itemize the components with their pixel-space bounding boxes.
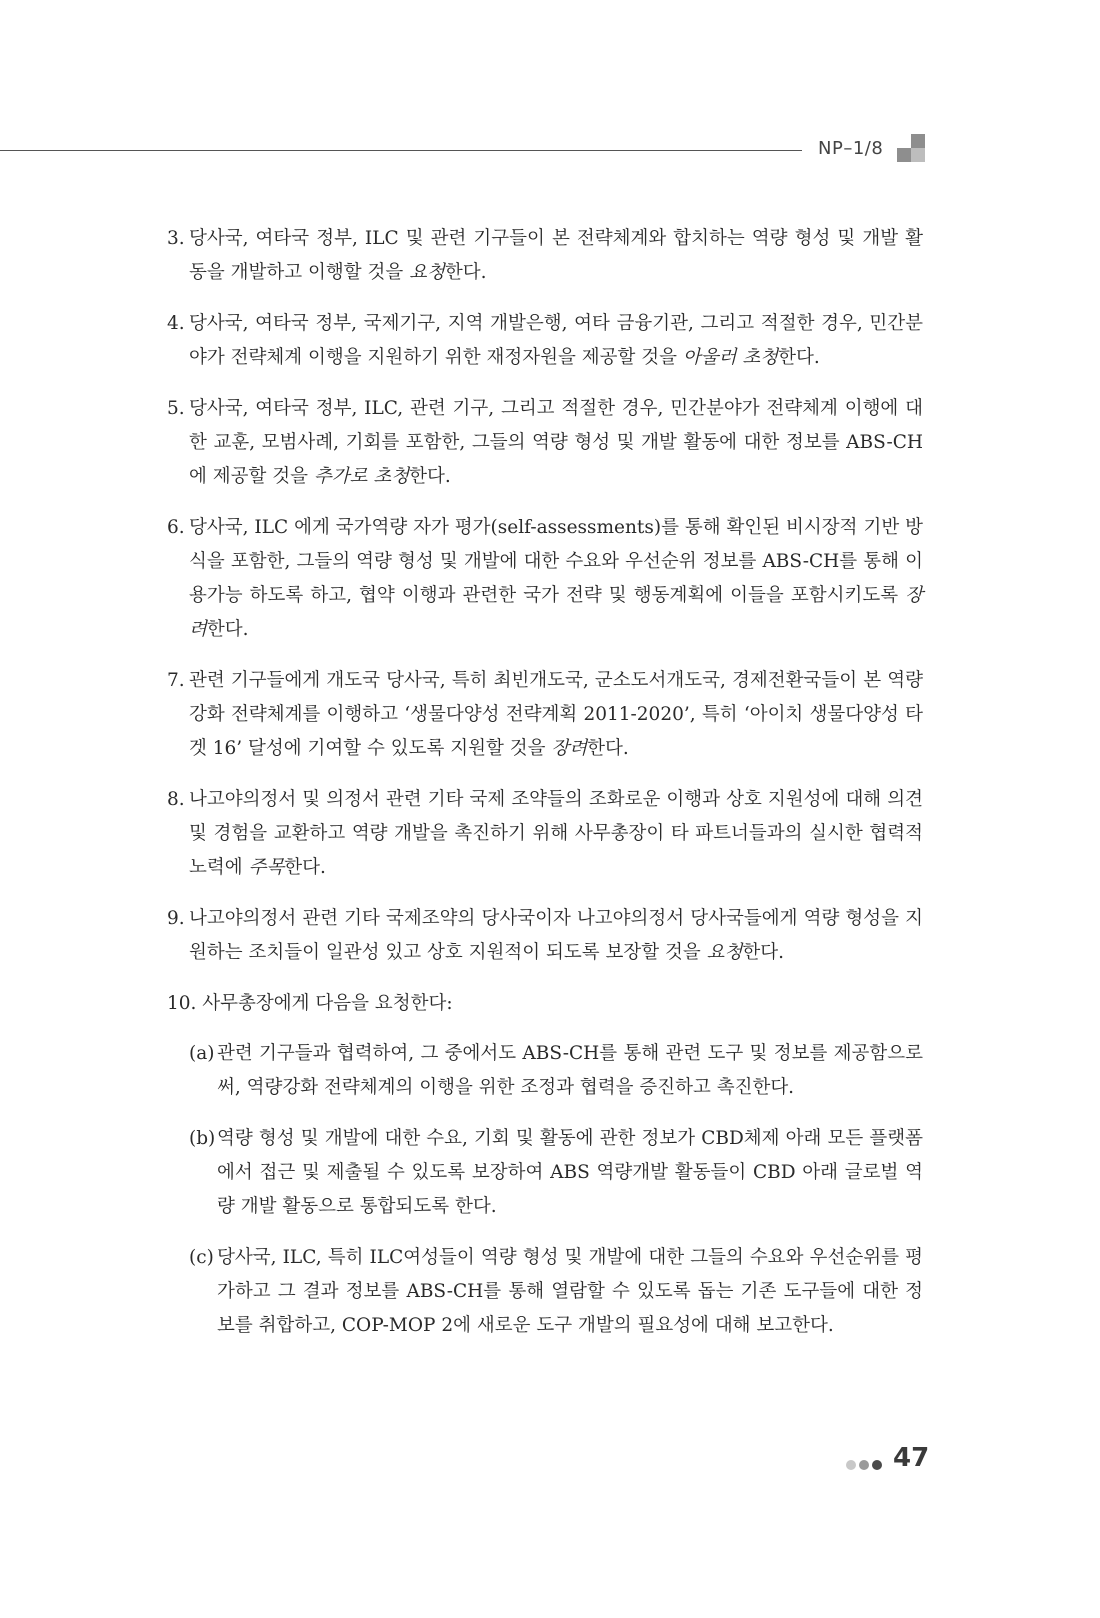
item-number: 6.: [167, 517, 185, 538]
item-text-end: 한다.: [742, 942, 784, 963]
item-text-end: 한다.: [284, 857, 326, 878]
item-text-end: 한다.: [587, 738, 629, 759]
item-text: 당사국, ILC 에게 국가역량 자가 평가(self-assessments)를 통해 확인된 비시장적 기반 방식을 포함한, 그들의 역량 형성 및 개발에 대한 수요와 우선순위 정보를 ABS-CH를 통해 이용가능 하도록 하고, 협약 이행과 관련한 국가 전략 및 행동계획에 이들을 포함시키도록: [189, 517, 923, 606]
list-item-10: 10. 사무총장에게 다음을 요청한다:: [167, 993, 453, 1014]
item-text: 나고야의정서 관련 기타 국제조약의 당사국이자 나고야의정서 당사국들에게 역량 형성을 지원하는 조치들이 일관성 있고 상호 지원적이 되도록 보장할 것을: [189, 908, 923, 963]
item-text-end: 한다.: [206, 619, 249, 640]
list-item-7: [167, 664, 923, 766]
list-item-3: [167, 222, 923, 290]
sub-item-label: (c): [189, 1247, 214, 1268]
sub-item-b: [167, 1122, 923, 1224]
item-text: 당사국, 여타국 정부, ILC 및 관련 기구들이 본 전략체계와 합치하는 역량 형성 및 개발 활동을 개발하고 이행할 것을: [189, 228, 923, 283]
sub-item-label: (b): [189, 1128, 216, 1149]
sub-item-text: 역량 형성 및 개발에 대한 수요, 기회 및 활동에 관한 정보가 CBD체제 아래 모든 플랫폼에서 접근 및 제출될 수 있도록 보장하여 ABS 역량개발 활동들이 CBD 아래 글로벌 역량 개발 활동으로 통합되도록 한다.: [217, 1128, 923, 1217]
item-emphasis: 요청: [706, 942, 743, 963]
sub-item-a: [167, 1037, 923, 1105]
item-emphasis: 장려: [551, 738, 588, 759]
header-document-code: NP–1/8: [818, 138, 884, 159]
item-text-end: 한다.: [444, 262, 487, 283]
item-text: 당사국, 여타국 정부, 국제기구, 지역 개발은행, 여타 금융기관, 그리고 적절한 경우, 민간분야가 전략체계 이행을 지원하기 위한 재정자원을 제공할 것을: [189, 313, 923, 368]
page-number: 47: [893, 1443, 930, 1473]
item-emphasis: 추가로 초청: [313, 466, 410, 487]
item-emphasis: 요청: [409, 262, 445, 283]
item-text: 나고야의정서 및 의정서 관련 기타 국제 조약들의 조화로운 이행과 상호 지원성에 대해 의견 및 경험을 교환하고 역량 개발을 촉진하기 위해 사무총장이 타 파트너들과의 실시한 협력적 노력에: [189, 789, 923, 878]
item-number: 8.: [167, 789, 185, 810]
sub-item-c: [167, 1241, 923, 1343]
sub-item-text: 관련 기구들과 협력하여, 그 중에서도 ABS-CH를 통해 관련 도구 및 정보를 제공함으로써, 역량강화 전략체계의 이행을 위한 조정과 협력을 증진하고 촉진한다.: [217, 1043, 923, 1098]
list-item-8: [167, 783, 923, 885]
item-text: 당사국, 여타국 정부, ILC, 관련 기구, 그리고 적절한 경우, 민간분야가 전략체계 이행에 대한 교훈, 모범사례, 기회를 포함한, 그들의 역량 형성 및 개발 활동에 대한 정보를 ABS-CH에 제공할 것을: [189, 398, 923, 487]
item-number: 5.: [167, 398, 185, 419]
item-emphasis: 주목: [248, 857, 285, 878]
item-text-end: 한다.: [409, 466, 451, 487]
list-item-6: [167, 511, 923, 647]
document-body: [167, 222, 923, 1360]
sub-item-text: 당사국, ILC, 특히 ILC여성들이 역량 형성 및 개발에 대한 그들의 수요와 우선순위를 평가하고 그 결과 정보를 ABS-CH를 통해 열람할 수 있도록 돕는 기존 도구들에 대한 정보를 취합하고, COP-MOP 2에 새로운 도구 개발의 필요성에 대해 보고한다.: [217, 1247, 923, 1336]
list-item-9: [167, 902, 923, 970]
item-number: 9.: [167, 908, 185, 929]
sub-item-label: (a): [189, 1043, 215, 1064]
item-emphasis: 아울러 초청: [682, 347, 779, 368]
item-text-end: 한다.: [778, 347, 820, 368]
list-item-5: [167, 392, 923, 494]
item-emphasis: 장려: [189, 585, 923, 640]
item-number: 7.: [167, 670, 185, 691]
header-squares-icon: [897, 134, 925, 162]
item-number: 3.: [167, 228, 185, 249]
item-number: 4.: [167, 313, 185, 334]
header-rule: [0, 150, 802, 151]
item-text: 관련 기구들에게 개도국 당사국, 특히 최빈개도국, 군소도서개도국, 경제전환국들이 본 역량강화 전략체계를 이행하고 ‘생물다양성 전략계획 2011-2020’, 특히 ‘아이치 생물다양성 타겟 16’ 달성에 기여할 수 있도록 지원할 것을: [189, 670, 923, 759]
list-item-4: [167, 307, 923, 375]
